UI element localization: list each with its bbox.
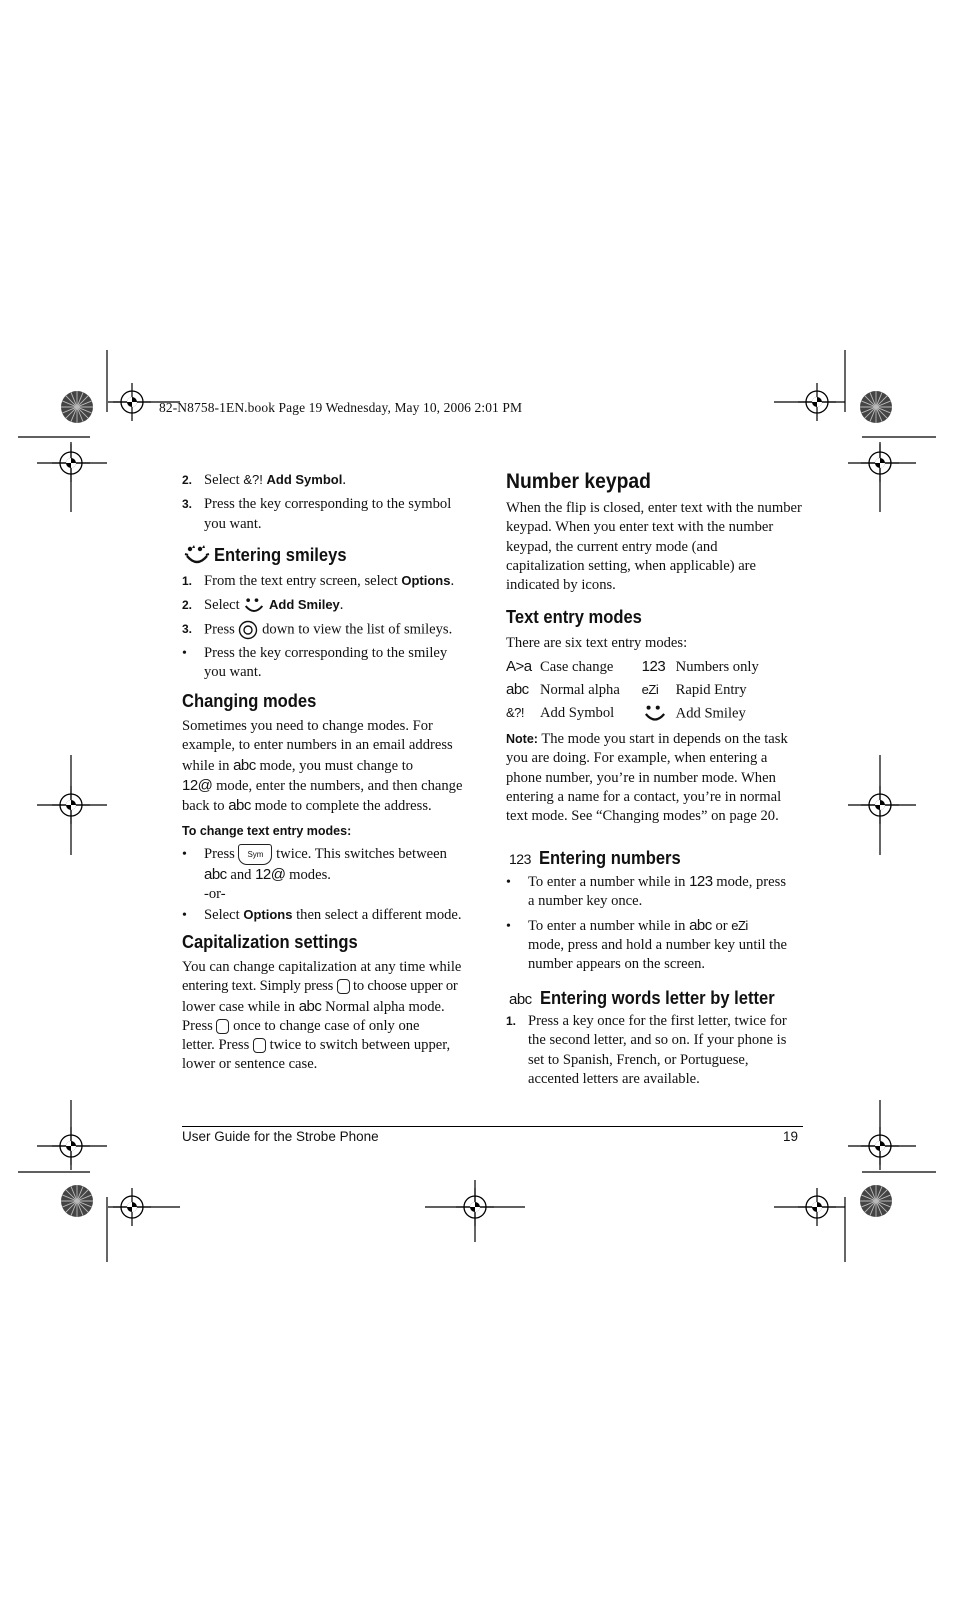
heading-entering-smileys: Entering smileys — [214, 545, 347, 565]
book-header: 82-N8758-1EN.book Page 19 Wednesday, May 10, 2006 2:01 PM — [159, 400, 523, 415]
case-key-icon — [337, 979, 350, 994]
numbers-icon: 123 — [509, 851, 531, 867]
ezi-icon: eZi — [641, 682, 659, 697]
heading-entering-words: Entering words letter by letter — [539, 988, 775, 1008]
modes-row: &?! Add Symbol Add Smiley — [506, 703, 806, 726]
num-at-mode-icon: 12@ — [255, 866, 286, 884]
smiley-icon — [642, 703, 668, 725]
capitalization-para: You can change capitalization at any time while entering text. Simply press to choose upper or lower case while in abc Normal alpha mode. Press once to change case of only one letter. Press twice to switch between upper, lower or sentence case. — [182, 959, 462, 1073]
numbers-bullet-2: • To enter a number while in abc or eZi — [506, 916, 748, 934]
bullet-press-sym: • Press Sym twice. This switches between — [182, 844, 482, 865]
to-change-label: To change text entry modes: — [182, 824, 352, 838]
entering-words-steps: 1. Press a key once for the first letter, twice for the second letter, and so on. If your phone is set to Spanish, French, or Portuguese, accented letters are available. — [506, 1013, 787, 1087]
nav-key-icon — [238, 620, 258, 640]
bullet-select-options: • Select Options then select a different mode. — [182, 906, 462, 923]
num-at-mode-icon: 12@ — [182, 776, 213, 794]
modes-table — [506, 657, 806, 726]
ezi-icon: eZi — [731, 917, 748, 933]
smileys-steps — [182, 571, 482, 683]
smiley-section-icon — [184, 544, 210, 573]
abc-mode-icon: abc — [506, 681, 529, 698]
step-2: 2. Select &?! Add Symbol. — [182, 472, 346, 488]
add-symbol-icon: &?! — [243, 472, 263, 487]
abc-mode-icon: abc — [233, 756, 256, 774]
page-number: 19 — [783, 1129, 799, 1144]
abc-mode-icon: abc — [298, 997, 322, 1015]
changing-modes-para: Sometimes you need to change modes. For example, to enter numbers in an email address while in abc mode, you must change to 12@ mode, enter the numbers, and then change back to abc mode to complete the address. — [182, 718, 463, 815]
case-key-icon — [253, 1038, 266, 1053]
note-label: Note: — [506, 732, 538, 746]
heading-changing-modes: Changing modes — [182, 691, 317, 711]
note-para: Note: The mode you start in depends on the task you are doing. For example, when entering a phone number, you’re in number mode. When entering a name for a contact, you’re in normal text mode. See “Changing modes” on page 20. — [506, 731, 788, 825]
numbers-bullet-1: • To enter a number while in 123 mode, press — [506, 873, 786, 890]
numbers-icon: 123 — [689, 873, 713, 890]
abc-mode-icon: abc — [509, 991, 532, 1008]
abc-mode-icon: abc — [228, 797, 251, 815]
abc-mode-icon: abc — [689, 916, 712, 934]
footer-rule — [182, 1126, 803, 1127]
numbers-icon: 123 — [641, 658, 666, 675]
add-symbol-icon: &?! — [506, 705, 525, 721]
heading-text-entry-modes: Text entry modes — [506, 607, 642, 627]
abc-mode-icon: abc — [204, 866, 227, 884]
left-column — [182, 470, 482, 534]
smiley-icon — [243, 596, 265, 616]
heading-number-keypad: Number keypad — [506, 470, 651, 493]
smiley-step-3: 3. Press down to view the list of smileys. — [182, 620, 482, 640]
smiley-step-2: 2. Select Add Smiley. — [182, 595, 482, 616]
entering-numbers-list: • To enter a number while in 123 mode, press a number key once. • To enter a number while in abc or eZi mode, press and hold a number key until the number appears on the screen. — [506, 872, 806, 974]
smiley-step-1: 1. From the text entry screen, select Options. — [182, 573, 455, 589]
number-keypad-para: When the flip is closed, enter text with the number keypad. When you enter text with the number keypad, the current entry mode (and capitalization setting, when applicable) are indicated by icons. — [506, 500, 802, 594]
modes-row: abc Normal alpha eZi Rapid Entry — [506, 681, 747, 698]
sym-key-icon: Sym — [238, 844, 272, 865]
text-entry-intro: There are six text entry modes: — [506, 635, 688, 651]
entering-numbers-header — [509, 848, 693, 869]
modes-row: A>a Case change 123 Numbers only — [506, 658, 759, 675]
heading-entering-numbers: Entering numbers — [538, 848, 681, 868]
footer-title: User Guide for the Strobe Phone — [182, 1129, 379, 1144]
case-change-icon: A>a — [506, 658, 532, 675]
entering-words-header — [509, 988, 795, 1009]
smiley-bullet: • Press the key corresponding to the smiley you want. — [182, 644, 448, 681]
case-key-icon — [216, 1019, 229, 1034]
step-3: 3. Press the key corresponding to the symbol you want. — [182, 496, 452, 532]
heading-capitalization: Capitalization settings — [182, 932, 358, 952]
to-change-list: • Press Sym twice. This switches between abc and 12@ modes. -or- • Select Options then select a different mode. — [182, 844, 482, 925]
